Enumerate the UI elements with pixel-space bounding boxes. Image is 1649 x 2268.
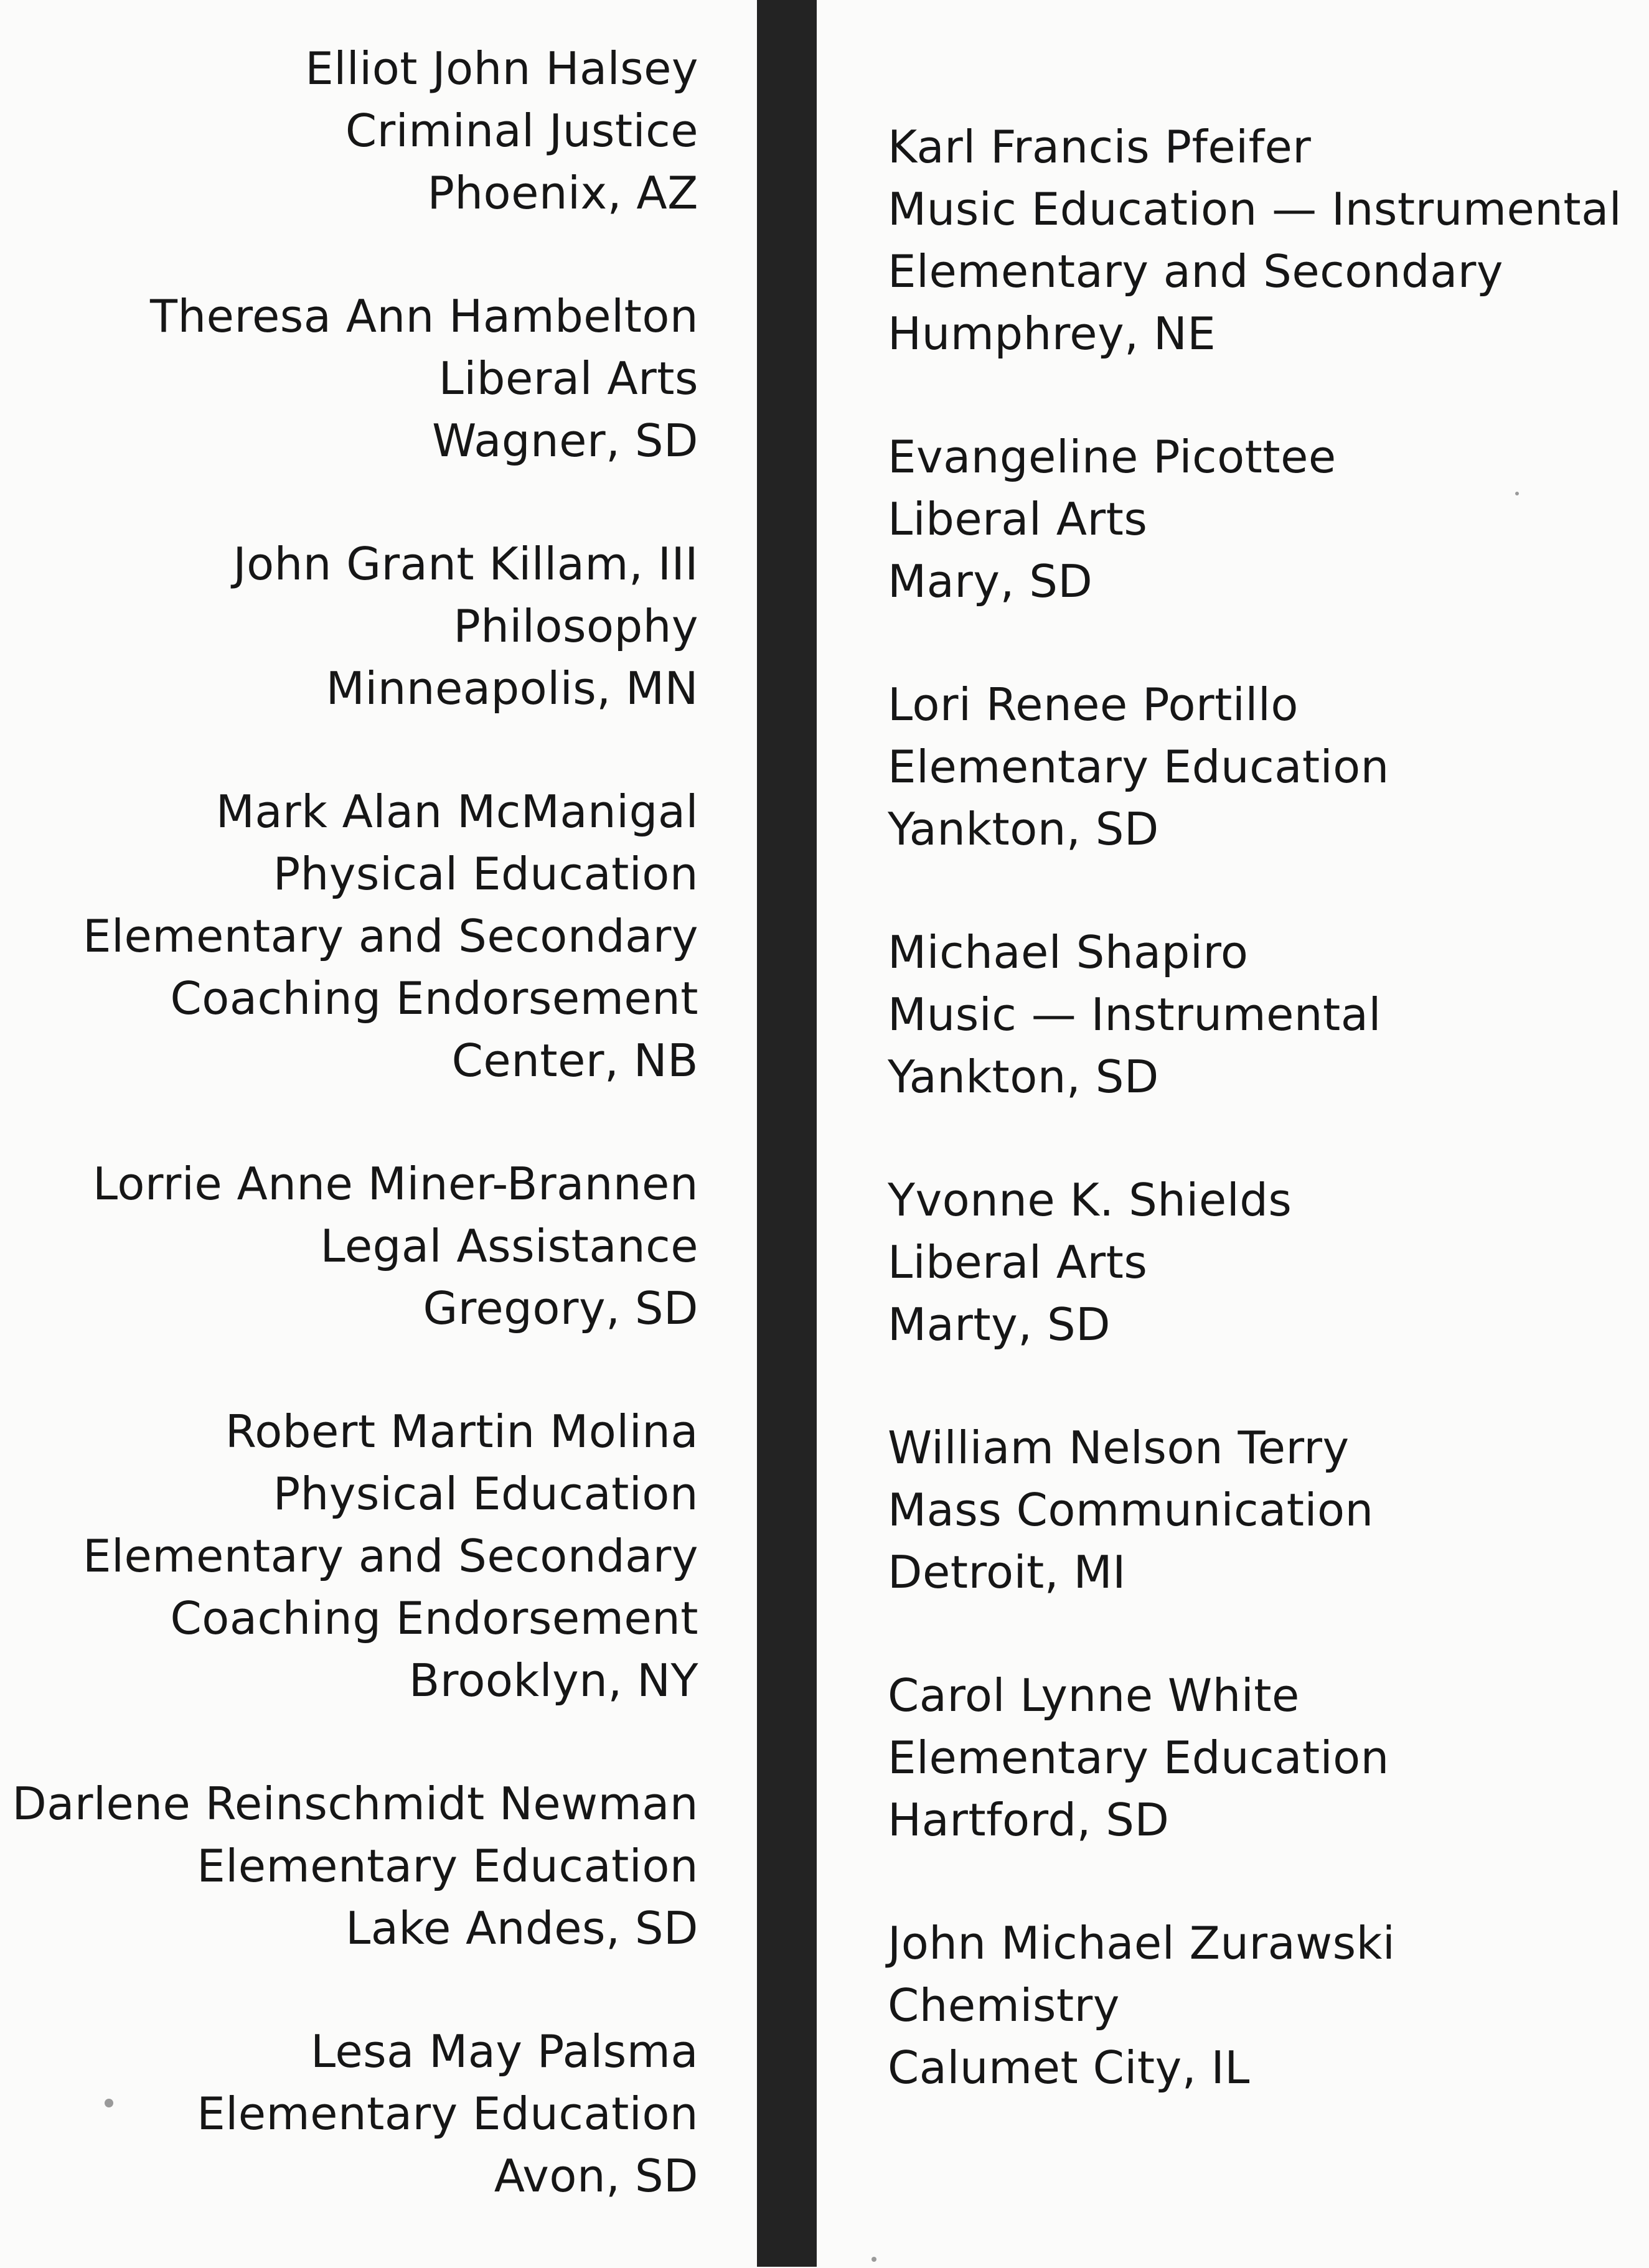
graduate-entry	[0, 1400, 698, 1712]
graduate-entry	[0, 285, 698, 472]
graduate-name: John Michael Zurawski	[888, 1917, 1396, 1969]
graduate-name: Mark Alan McManigal	[215, 785, 698, 838]
graduate-entry	[0, 37, 698, 224]
graduate-hometown: Center, NB	[451, 1034, 698, 1087]
graduate-major: Legal Assistance	[320, 1220, 698, 1272]
graduate-hometown: Wagner, SD	[432, 415, 698, 467]
graduate-hometown: Mary, SD	[888, 555, 1093, 607]
graduate-major: Elementary Education	[197, 1840, 698, 1892]
graduate-name: Karl Francis Pfeifer	[888, 121, 1312, 173]
graduate-major: Liberal Arts	[888, 493, 1148, 545]
graduate-entry	[888, 921, 1641, 1108]
graduate-entry	[0, 1773, 698, 1959]
graduate-hometown: Avon, SD	[494, 2150, 698, 2202]
graduate-name: Lori Renee Portillo	[888, 678, 1299, 731]
graduate-entry	[888, 1417, 1641, 1603]
graduate-level: Elementary and Secondary	[83, 910, 698, 962]
graduate-major: Elementary Education	[888, 1731, 1389, 1784]
graduate-level: Elementary and Secondary	[83, 1530, 698, 1582]
graduate-major: Elementary Education	[197, 2088, 698, 2140]
graduate-name: William Nelson Terry	[888, 1422, 1350, 1474]
graduate-hometown: Yankton, SD	[888, 803, 1159, 855]
graduate-name: Lorrie Anne Miner-Brannen	[92, 1158, 698, 1210]
graduate-entry	[888, 1169, 1641, 1356]
graduate-major: Philosophy	[453, 600, 698, 652]
graduate-name: John Grant Killam, III	[233, 538, 698, 590]
graduate-hometown: Yankton, SD	[888, 1051, 1159, 1103]
graduate-entry	[0, 2020, 698, 2207]
graduate-name: Theresa Ann Hambelton	[150, 290, 698, 342]
graduate-major: Physical Education	[273, 1468, 698, 1520]
graduate-name: Yvonne K. Shields	[888, 1174, 1292, 1226]
graduate-name: Darlene Reinschmidt Newman	[12, 1778, 698, 1830]
graduate-name: Elliot John Halsey	[305, 42, 698, 95]
paper-speck	[105, 2099, 113, 2107]
graduate-hometown: Gregory, SD	[423, 1282, 698, 1334]
graduate-major: Mass Communication	[888, 1484, 1374, 1536]
graduate-entry	[0, 1153, 698, 1339]
graduate-major: Chemistry	[888, 1979, 1120, 2031]
graduate-major: Elementary Education	[888, 741, 1389, 793]
graduate-entry	[888, 673, 1641, 860]
graduate-hometown: Detroit, MI	[888, 1546, 1126, 1598]
graduate-major: Liberal Arts	[438, 352, 698, 405]
graduate-hometown: Brooklyn, NY	[408, 1654, 698, 1707]
center-divider-bar	[757, 0, 817, 2267]
graduate-name: Carol Lynne White	[888, 1669, 1300, 1722]
graduate-entry	[888, 426, 1641, 612]
paper-speck	[871, 2257, 876, 2262]
graduate-hometown: Lake Andes, SD	[345, 1902, 698, 1954]
graduate-hometown: Minneapolis, MN	[326, 662, 698, 715]
graduate-entry	[888, 116, 1641, 365]
paper-speck	[1515, 492, 1519, 495]
graduate-name: Robert Martin Molina	[225, 1405, 698, 1458]
graduate-endorsement: Coaching Endorsement	[170, 1592, 698, 1644]
graduate-hometown: Phoenix, AZ	[427, 167, 698, 219]
graduate-hometown: Calumet City, IL	[888, 2041, 1250, 2094]
graduate-name: Evangeline Picottee	[888, 431, 1337, 483]
graduate-name: Lesa May Palsma	[311, 2025, 698, 2078]
graduate-hometown: Humphrey, NE	[888, 307, 1216, 360]
graduate-hometown: Marty, SD	[888, 1298, 1111, 1351]
left-column	[0, 37, 698, 2268]
graduate-entry	[888, 1912, 1641, 2099]
graduate-entry	[888, 1664, 1641, 1851]
graduate-level: Elementary and Secondary	[888, 245, 1503, 298]
graduate-name: Michael Shapiro	[888, 926, 1249, 978]
graduate-major: Criminal Justice	[345, 105, 698, 157]
graduate-entry	[0, 780, 698, 1092]
graduate-major: Liberal Arts	[888, 1236, 1148, 1288]
graduate-major: Music — Instrumental	[888, 988, 1381, 1041]
graduate-major: Music Education — Instrumental	[888, 183, 1622, 235]
graduate-major: Physical Education	[273, 848, 698, 900]
graduate-entry	[0, 533, 698, 719]
right-column	[888, 116, 1641, 2160]
graduate-endorsement: Coaching Endorsement	[170, 972, 698, 1024]
graduate-hometown: Hartford, SD	[888, 1794, 1170, 1846]
